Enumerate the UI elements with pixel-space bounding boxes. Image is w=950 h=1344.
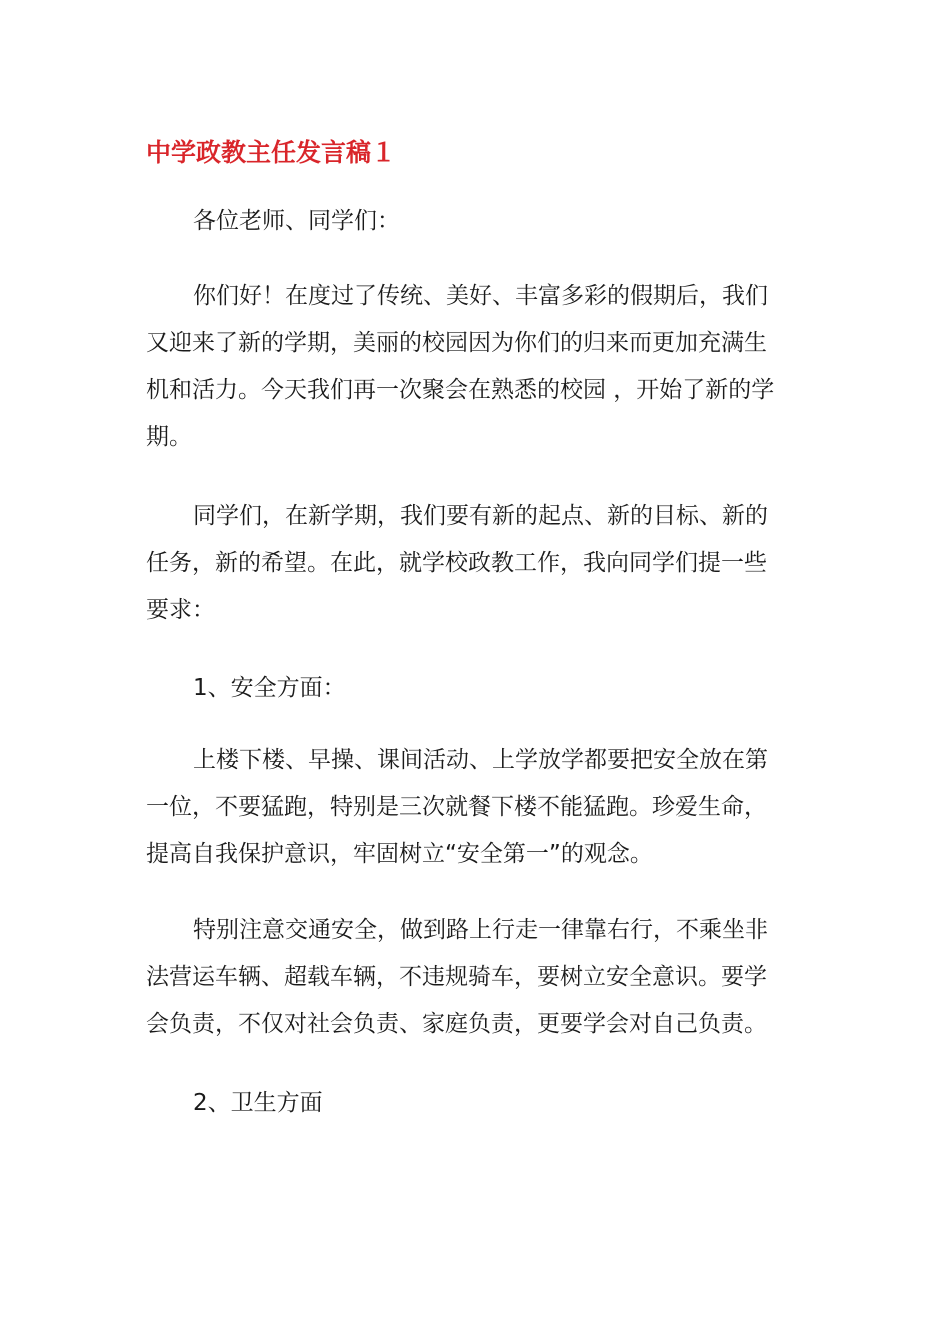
paragraph-line: 机和活力。今天我们再一次聚会在熟悉的校园 ，开始了新的学	[146, 377, 775, 403]
paragraph-line: 又迎来了新的学期，美丽的校园因为你们的归来而更加充满生	[146, 330, 767, 356]
paragraph-line: 特别注意交通安全，做到路上行走一律靠右行，不乘坐非	[193, 917, 768, 943]
paragraph-line: 任务，新的希望。在此，就学校政教工作，我向同学们提一些	[146, 550, 767, 576]
paragraph-line: 一位，不要猛跑，特别是三次就餐下楼不能猛跑。珍爱生命，	[146, 794, 767, 820]
paragraph-line: 上楼下楼、早操、课间活动、上学放学都要把安全放在第	[193, 747, 768, 773]
paragraph-line: 你们好！在度过了传统、美好、丰富多彩的假期后，我们	[193, 283, 768, 309]
safety-paragraph-1	[146, 737, 806, 878]
section-heading-safety	[146, 665, 806, 712]
paragraph-line: 要求：	[146, 597, 215, 623]
paragraph-line: 2、卫生方面	[193, 1090, 323, 1116]
paragraph-line: 法营运车辆、超载车辆，不违规骑车，要树立安全意识。要学	[146, 964, 767, 990]
paragraph-line: 各位老师、同学们：	[193, 208, 400, 234]
paragraph-line: 期。	[146, 424, 192, 450]
document-title: 中学政教主任发言稿１	[146, 138, 397, 167]
paragraph-line: 会负责，不仅对社会负责、家庭负责，更要学会对自己负责。	[146, 1011, 767, 1037]
greeting-paragraph	[146, 198, 806, 245]
intro-paragraph	[146, 273, 806, 461]
section-heading-hygiene	[146, 1080, 806, 1127]
safety-paragraph-2	[146, 907, 806, 1048]
goals-paragraph	[146, 493, 806, 634]
paragraph-line: 同学们，在新学期，我们要有新的起点、新的目标、新的	[193, 503, 768, 529]
paragraph-line: 提高自我保护意识，牢固树立“安全第一”的观念。	[146, 841, 653, 867]
paragraph-line: 1、安全方面：	[193, 675, 346, 701]
